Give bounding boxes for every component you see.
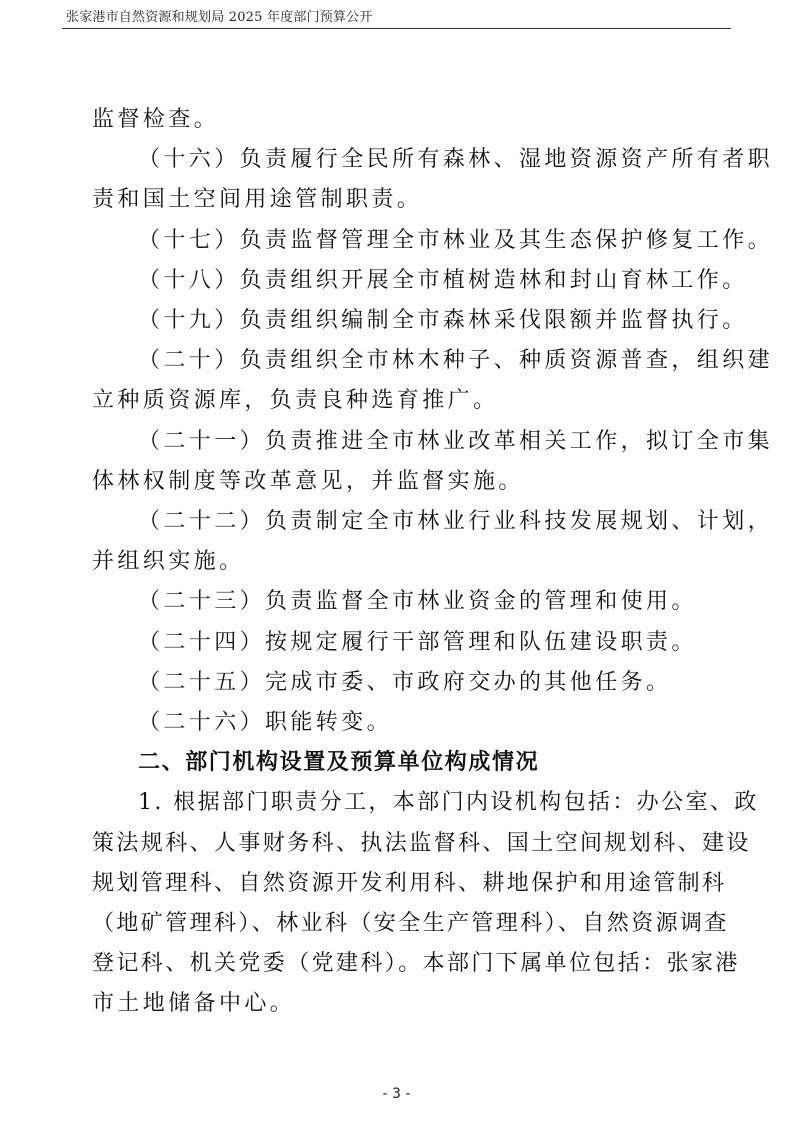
paragraph-line: 责和国土空间用途管制职责。 <box>92 187 423 213</box>
paragraph-line: 登记科、机关党委（党建科）。本部门下属单位包括：张家港 <box>92 951 740 977</box>
paragraph-line: （二十三）负责监督全市林业资金的管理和使用。 <box>138 589 697 615</box>
paragraph-line: （二十六）职能转变。 <box>138 710 393 736</box>
paragraph-line: （地矿管理科）、林业科（安全生产管理科）、自然资源调查 <box>92 911 729 937</box>
paragraph-line: 并组织实施。 <box>92 549 245 575</box>
paragraph-line: 立种质资源库，负责良种选育推广。 <box>92 388 499 414</box>
section-heading: 二、部门机构设置及预算单位构成情况 <box>138 750 540 776</box>
page-number: - 3 - <box>382 1086 411 1102</box>
header-divider <box>62 28 731 29</box>
paragraph-line: 体林权制度等改革意见，并监督实施。 <box>92 468 524 494</box>
paragraph-line: （二十四）按规定履行干部管理和队伍建设职责。 <box>138 629 697 655</box>
running-header: 张家港市自然资源和规划局 2025 年度部门预算公开 <box>66 10 373 25</box>
paragraph-line: （十七）负责监督管理全市林业及其生态保护修复工作。 <box>138 227 774 253</box>
paragraph-line: （二十一）负责推进全市林业改革相关工作，拟订全市集 <box>138 428 774 454</box>
paragraph-line: （十九）负责组织编制全市森林采伐限额并监督执行。 <box>138 308 748 334</box>
paragraph-line: （二十二）负责制定全市林业行业科技发展规划、计划， <box>138 509 774 535</box>
paragraph-line: （二十）负责组织全市林木种子、种质资源普查，组织建 <box>138 348 774 374</box>
paragraph-line: 监督检查。 <box>92 107 220 132</box>
paragraph-line: 市土地储备中心。 <box>92 991 296 1017</box>
paragraph-line: （二十五）完成市委、市政府交办的其他任务。 <box>138 669 672 695</box>
paragraph-line: （十八）负责组织开展全市植树造林和封山育林工作。 <box>138 267 748 293</box>
document-body <box>92 100 774 1025</box>
paragraph-line: 1. 根据部门职责分工，本部门内设机构包括：办公室、政 <box>138 790 759 816</box>
paragraph-line: （十六）负责履行全民所有森林、湿地资源资产所有者职 <box>138 147 774 173</box>
paragraph-line: 规划管理科、自然资源开发利用科、耕地保护和用途管制科 <box>92 870 727 896</box>
paragraph-line: 策法规科、人事财务科、执法监督科、国土空间规划科、建设 <box>92 830 751 856</box>
